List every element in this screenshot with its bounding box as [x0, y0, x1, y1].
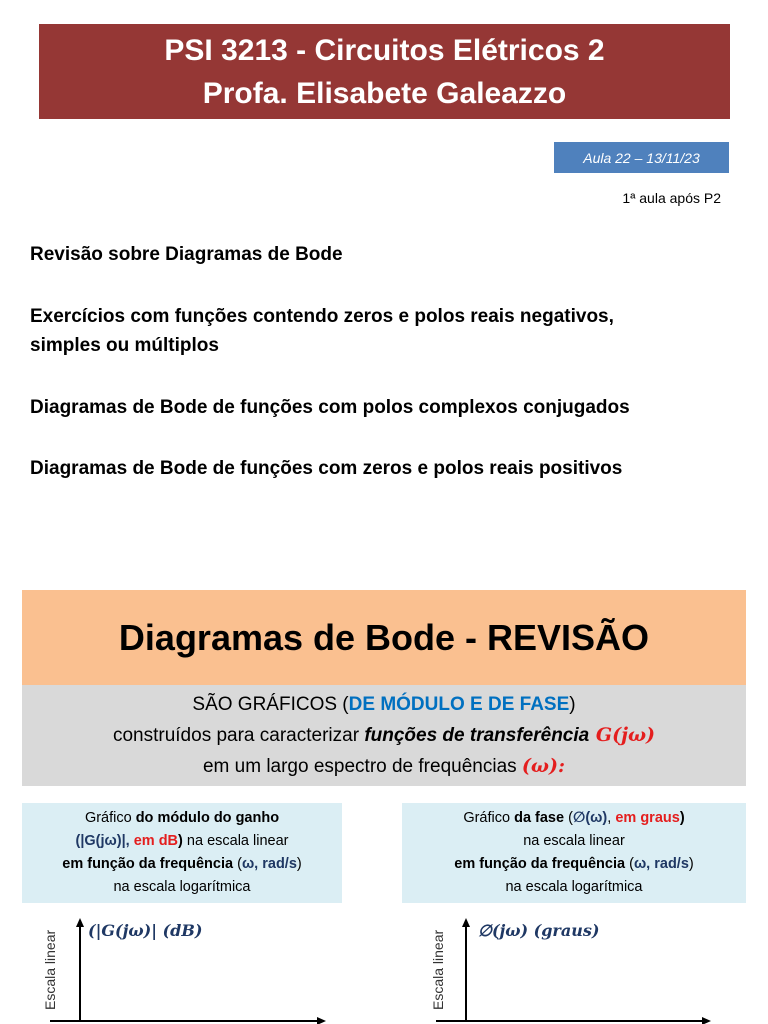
magnitude-x-arrow	[317, 1017, 326, 1024]
phase-x-arrow	[702, 1017, 711, 1024]
subtitle-text: em um largo espectro de frequências	[202, 755, 522, 777]
description-math: (|G(jω)|,	[75, 833, 134, 849]
course-title: PSI 3213 - Circuitos Elétricos 2	[164, 33, 605, 67]
description-line	[402, 853, 746, 876]
section-header: Diagramas de Bode - REVISÃO	[22, 590, 746, 685]
description-line: na escala logarítmica	[505, 879, 643, 895]
topic-item-continuation: simples ou múltiplos	[30, 335, 219, 356]
description-text: na escala linear	[182, 833, 289, 849]
description-bold: )	[178, 833, 183, 849]
topic-item: Exercícios com funções contendo zeros e polos reais negativos,	[30, 306, 614, 327]
subtitle-text: construídos para caracterizar	[112, 724, 365, 746]
description-text: (	[233, 856, 242, 872]
phase-axis-ylabel: Escala linear	[430, 929, 446, 1010]
phase-y-arrow	[462, 918, 470, 927]
description-line: na escala logarítmica	[113, 879, 251, 895]
description-text: Gráfico	[463, 810, 515, 826]
description-unit: em graus	[615, 810, 680, 826]
description-bold: em função da frequência	[62, 856, 234, 872]
subtitle-line-1	[22, 690, 746, 720]
magnitude-axis-ylabel: Escala linear	[42, 929, 58, 1010]
description-text: )	[296, 856, 302, 872]
lecture-date-badge: Aula 22 – 13/11/23	[554, 142, 729, 173]
description-line: na escala linear	[523, 833, 625, 849]
topic-item: Diagramas de Bode de funções com polos complexos conjugados	[30, 397, 630, 418]
description-math: ω, rad/s	[633, 856, 689, 872]
subtitle-line-3	[22, 751, 746, 782]
description-line	[22, 853, 342, 876]
topic-item: Revisão sobre Diagramas de Bode	[30, 244, 343, 265]
description-text: (	[625, 856, 634, 872]
subtitle-text: )	[569, 693, 576, 715]
description-text: ,	[607, 810, 616, 826]
title-banner	[39, 24, 730, 119]
subtitle-line-2	[22, 720, 746, 751]
subtitle-highlight: DE MÓDULO E DE FASE	[348, 693, 570, 715]
description-bold: do módulo do ganho	[135, 810, 280, 826]
magnitude-axis-title: (|G(jω)| (dB)	[88, 921, 203, 940]
description-bold: )	[679, 810, 685, 826]
professor-name: Profa. Elisabete Galeazzo	[202, 76, 567, 110]
phase-axis-title: ∅(jω) (graus)	[478, 921, 600, 940]
description-text: )	[688, 856, 694, 872]
lecture-note: 1ª aula após P2	[622, 190, 721, 206]
description-math: ∅(ω)	[572, 810, 608, 826]
description-line	[22, 807, 342, 830]
description-unit: em dB	[133, 833, 179, 849]
description-text: (	[564, 810, 573, 826]
description-bold: em função da frequência	[454, 856, 626, 872]
phase-plot-description	[402, 803, 746, 903]
frequency-symbol: (ω):	[521, 754, 566, 777]
subtitle-box	[22, 685, 746, 786]
magnitude-y-arrow	[76, 918, 84, 927]
description-text: Gráfico	[84, 810, 136, 826]
subtitle-emphasis: funções de transferência	[364, 724, 590, 746]
topic-item: Diagramas de Bode de funções com zeros e polos reais positivos	[30, 458, 623, 479]
transfer-function-symbol: G(jω)	[589, 723, 656, 746]
subtitle-text: SÃO GRÁFICOS (	[192, 693, 349, 715]
description-line	[402, 807, 746, 830]
magnitude-plot-description	[22, 803, 342, 903]
description-line	[22, 830, 342, 853]
description-bold: da fase	[514, 810, 565, 826]
description-math: ω, rad/s	[241, 856, 297, 872]
